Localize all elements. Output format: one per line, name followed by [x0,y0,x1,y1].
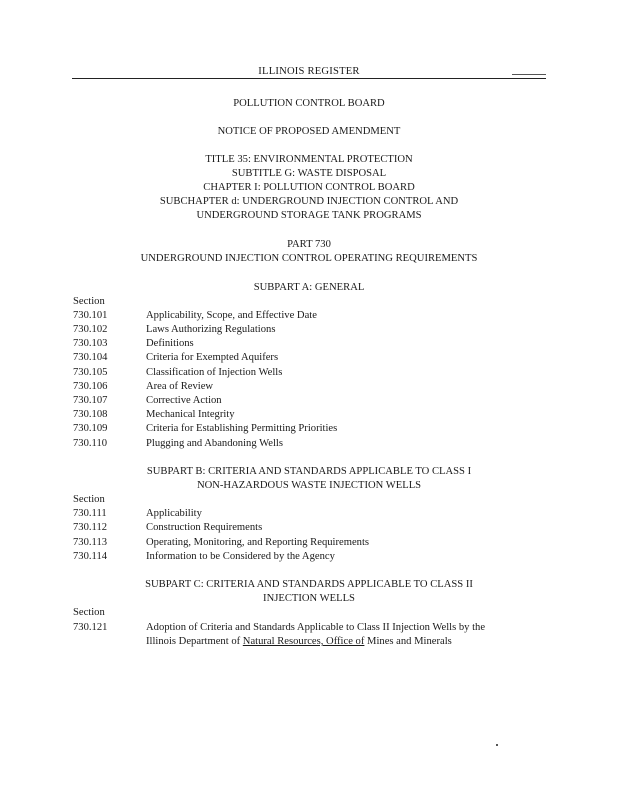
part-title: UNDERGROUND INJECTION CONTROL OPERATING REQUIREMENTS [140,253,478,264]
section-title: Applicability [146,508,202,519]
section-number: 730.121 [73,622,108,633]
section-number: 730.101 [73,310,108,321]
subchapter-heading-line2: UNDERGROUND STORAGE TANK PROGRAMS [196,210,422,221]
section-title: Definitions [146,338,194,349]
section-number: 730.113 [73,537,108,548]
section-number: 730.108 [73,409,108,420]
part-heading: PART 730 [287,239,331,250]
section-title-prefix: Illinois Department of [146,636,243,647]
section-number: 730.112 [73,522,108,533]
section-number: 730.114 [73,551,108,562]
section-title-line2 [146,635,452,649]
section-title-line1: Adoption of Criteria and Standards Applicable to Class II Injection Wells by the [146,622,486,633]
section-title: Construction Requirements [146,522,263,533]
underlined-amendment-text: Natural Resources, Office of [242,636,365,647]
section-number: 730.111 [73,508,107,519]
scan-artifact-dot [496,744,498,746]
section-title: Criteria for Establishing Permitting Priorities [146,423,338,434]
subpart-a-title: SUBPART A: GENERAL [253,282,365,293]
section-title: Information to be Considered by the Agency [146,551,335,562]
agency-heading: POLLUTION CONTROL BOARD [233,98,385,109]
section-title: Criteria for Exempted Aquifers [146,352,279,363]
section-label: Section [73,494,105,505]
section-label: Section [73,296,105,307]
chapter-heading: CHAPTER I: POLLUTION CONTROL BOARD [203,182,415,193]
subtitle-heading: SUBTITLE G: WASTE DISPOSAL [231,168,387,179]
section-title: Operating, Monitoring, and Reporting Requirements [146,537,370,548]
header-rule [72,78,546,79]
subpart-c-title-line1: SUBPART C: CRITERIA AND STANDARDS APPLICABLE TO CLASS II [145,579,473,590]
section-number: 730.105 [73,367,108,378]
section-number: 730.109 [73,423,108,434]
section-label: Section [73,607,105,618]
subpart-b-title-line2: NON-HAZARDOUS WASTE INJECTION WELLS [196,480,422,491]
notice-heading: NOTICE OF PROPOSED AMENDMENT [217,126,401,137]
section-number: 730.106 [73,381,108,392]
subpart-c-title-line2: INJECTION WELLS [263,593,355,604]
section-title: Area of Review [146,381,214,392]
subpart-b-title-line1: SUBPART B: CRITERIA AND STANDARDS APPLICABLE TO CLASS I [146,466,472,477]
section-number: 730.104 [73,352,108,363]
section-number: 730.107 [73,395,108,406]
section-title-suffix: Mines and Minerals [364,636,452,647]
register-header: ILLINOIS REGISTER [258,66,360,77]
section-number: 730.102 [73,324,108,335]
section-title: Laws Authorizing Regulations [146,324,276,335]
section-title: Applicability, Scope, and Effective Date [146,310,317,321]
section-title: Classification of Injection Wells [146,367,283,378]
section-title: Plugging and Abandoning Wells [146,438,283,449]
section-number: 730.103 [73,338,108,349]
title-heading: TITLE 35: ENVIRONMENTAL PROTECTION [205,154,413,165]
section-title: Corrective Action [146,395,222,406]
section-title: Mechanical Integrity [146,409,235,420]
subchapter-heading-line1: SUBCHAPTER d: UNDERGROUND INJECTION CONTROL AND [159,196,459,207]
header-rule-tail [512,74,546,75]
section-number: 730.110 [73,438,108,449]
